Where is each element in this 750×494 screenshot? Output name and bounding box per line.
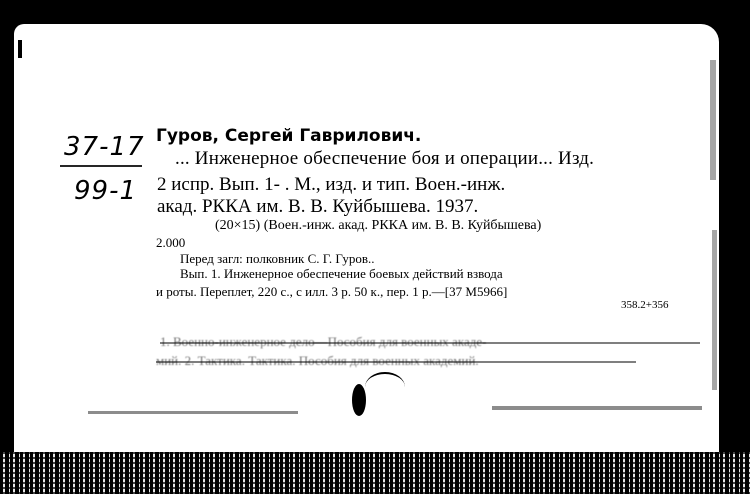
dimensions-line: (20×15) (Воен.-инж. акад. РККА им. В. В. Куйбышева) xyxy=(215,218,542,233)
note-line: Перед загл: полковник С. Г. Гуров.. xyxy=(180,251,375,266)
title-line-3: акад. РККА им. В. В. Куйбышева. 1937. xyxy=(157,196,479,217)
handwritten-call-number-top: 37-17 xyxy=(64,132,145,162)
scan-noise-band xyxy=(0,452,750,494)
ink-blot xyxy=(352,384,366,416)
scan-speck xyxy=(712,230,717,390)
scan-speck xyxy=(18,40,22,58)
title-line-2: 2 испр. Вып. 1- . М., изд. и тип. Воен.-инж. xyxy=(157,174,506,195)
strike-line xyxy=(156,361,636,363)
faded-rule xyxy=(492,406,702,410)
author-heading: Гуров, Сергей Гаврилович. xyxy=(156,126,422,146)
classification-code: 358.2+356 xyxy=(621,299,669,311)
volume-line: Вып. 1. Инженерное обеспечение боевых действий взвода xyxy=(180,266,503,281)
print-run: 2.000 xyxy=(156,235,186,250)
title-line-1: ... Инженерное обеспечение боя и операции... Изд. xyxy=(175,148,595,169)
handwritten-call-number-bottom: 99-1 xyxy=(74,176,138,206)
scan-speck xyxy=(710,60,716,180)
strike-line xyxy=(160,342,700,344)
faded-rule xyxy=(88,411,298,414)
binding-line: и роты. Переплет, 220 с., с илл. 3 р. 50 к., пер. 1 р.—[37 М5966] xyxy=(156,284,508,299)
handwritten-underline xyxy=(60,165,142,167)
ink-arc xyxy=(365,372,405,402)
